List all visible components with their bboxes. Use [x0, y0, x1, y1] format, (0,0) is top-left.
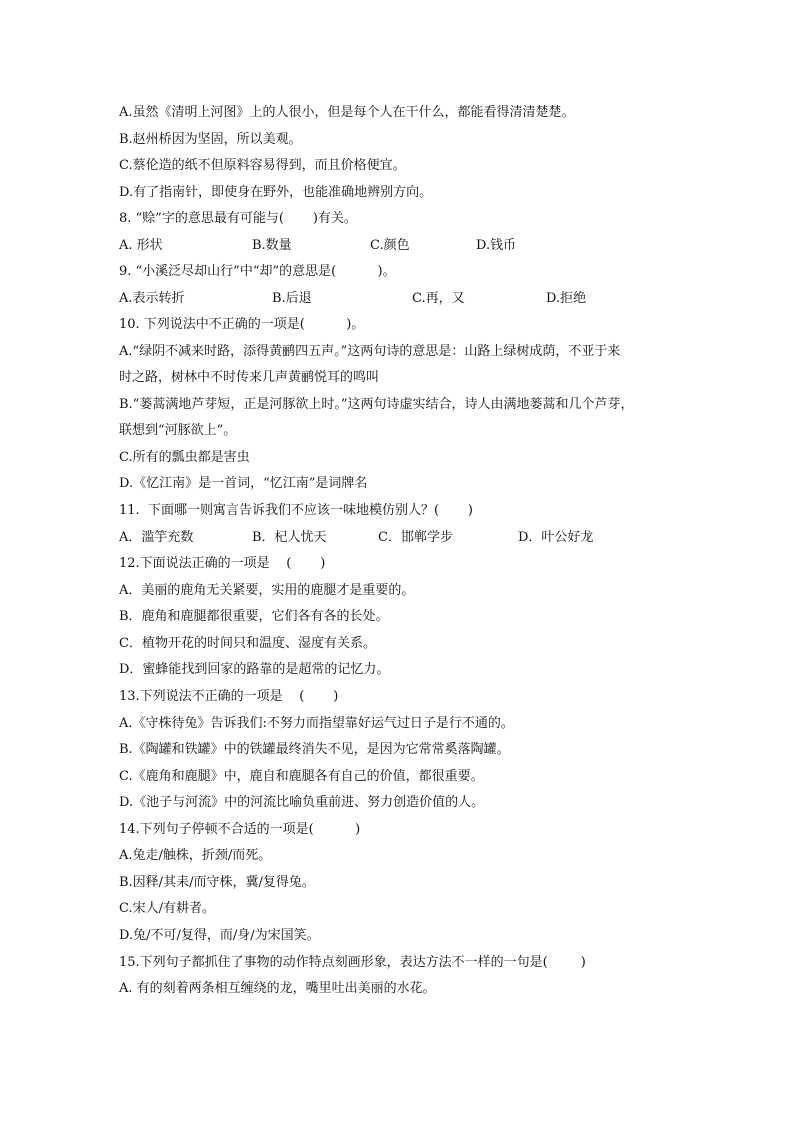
option: D．叶公好龙 [518, 530, 594, 545]
question-9-options [119, 291, 587, 307]
option-line: A.兔走/触株，折颈/而死。 [119, 848, 272, 863]
option: A. 形状 [119, 238, 163, 253]
question-8-options [119, 238, 517, 254]
question-8: 8. “赊”字的意思最有可能与( )有关。 [119, 211, 357, 226]
option: C．邯郸学步 [378, 530, 453, 545]
option: B.后退 [272, 291, 312, 306]
option-line: A.《守株待兔》告诉我们:不努力而指望靠好运气过日子是行不通的。 [119, 716, 514, 731]
option-line-cont: 联想到“河豚欲上”。 [119, 423, 237, 438]
option-line: D.《池子与河流》中的河流比喻负重前进、努力创造价值的人。 [119, 795, 485, 810]
question-9: 9. “小溪泛尽却山行”中“却”的意思是( )。 [119, 264, 396, 279]
option-line: C.《鹿角和鹿腿》中，鹿自和鹿腿各有自己的价值，都很重要。 [119, 769, 484, 784]
option-line: B.《陶罐和铁罐》中的铁罐最终消失不见，是因为它常常奚落陶罐。 [119, 742, 510, 757]
question-14: 14.下列句子停顿不合适的一项是( ) [119, 822, 361, 837]
option-line: A.“绿阴不减来时路，添得黄鹂四五声。”这两句诗的意思是：山路上绿树成荫，不亚于来 [119, 344, 621, 359]
question-11-options [119, 530, 594, 546]
option-line: D.有了指南针，即使身在野外，也能准确地辨别方向。 [119, 185, 433, 200]
option: A.表示转折 [119, 291, 185, 306]
question-11: 11. 下面哪一则寓言告诉我们不应该一味地模仿别人？( ) [119, 503, 474, 518]
option-line: C．植物开花的时间只和温度、湿度有关系。 [119, 636, 376, 651]
option: A．滥竽充数 [119, 530, 194, 545]
option-line: A.虽然《清明上河图》上的人很小，但是每个人在干什么，都能看得清清楚楚。 [119, 105, 575, 120]
option-line-cont: 时之路，树林中不时传来几声黄鹂悦耳的鸣叫 [119, 370, 380, 385]
option-line: D.《忆江南》是一首词，“忆江南”是词牌名 [119, 476, 368, 491]
option-line: C.蔡伦造的纸不但原料容易得到，而且价格便宜。 [119, 158, 406, 173]
option: C.再，又 [412, 291, 465, 306]
option-line: D.兔/不可/复得，而/身/为宋国笑。 [119, 928, 320, 943]
option: D.钱币 [476, 238, 517, 253]
option-line: C.所有的瓢虫都是害虫 [119, 450, 250, 465]
question-10: 10. 下列说法中不正确的一项是( )。 [119, 317, 365, 332]
option-line: B.因释/其耒/而守株，冀/复得兔。 [119, 875, 315, 890]
option: B.数量 [252, 238, 292, 253]
option-line: B．鹿角和鹿腿都很重要，它们各有各的长处。 [119, 609, 389, 624]
option-line: B.赵州桥因为坚固，所以美观。 [119, 132, 302, 147]
option-line: A. 有的刻着两条相互缠绕的龙，嘴里吐出美丽的水花。 [119, 981, 436, 996]
option: C.颜色 [370, 238, 410, 253]
option-line: D．蜜蜂能找到回家的路靠的是超常的记忆力。 [119, 662, 390, 677]
question-12: 12.下面说法正确的一项是 ( ) [119, 556, 326, 571]
option-line: C.宋人/有耕者。 [119, 901, 215, 916]
question-13: 13.下列说法不正确的一项是 ( ) [119, 689, 339, 704]
option: D.拒绝 [546, 291, 587, 306]
option-line: A．美丽的鹿角无关紧要，实用的鹿腿才是重要的。 [119, 583, 415, 598]
question-15: 15.下列句子都抓住了事物的动作特点刻画形象，表达方法不一样的一句是( ) [119, 955, 586, 970]
option-line: B.“蒌蒿满地芦芽短，正是河豚欲上时。”这两句诗虚实结合，诗人由满地蒌蒿和几个芦芽， [119, 397, 634, 412]
option: B．杞人忧天 [252, 530, 327, 545]
